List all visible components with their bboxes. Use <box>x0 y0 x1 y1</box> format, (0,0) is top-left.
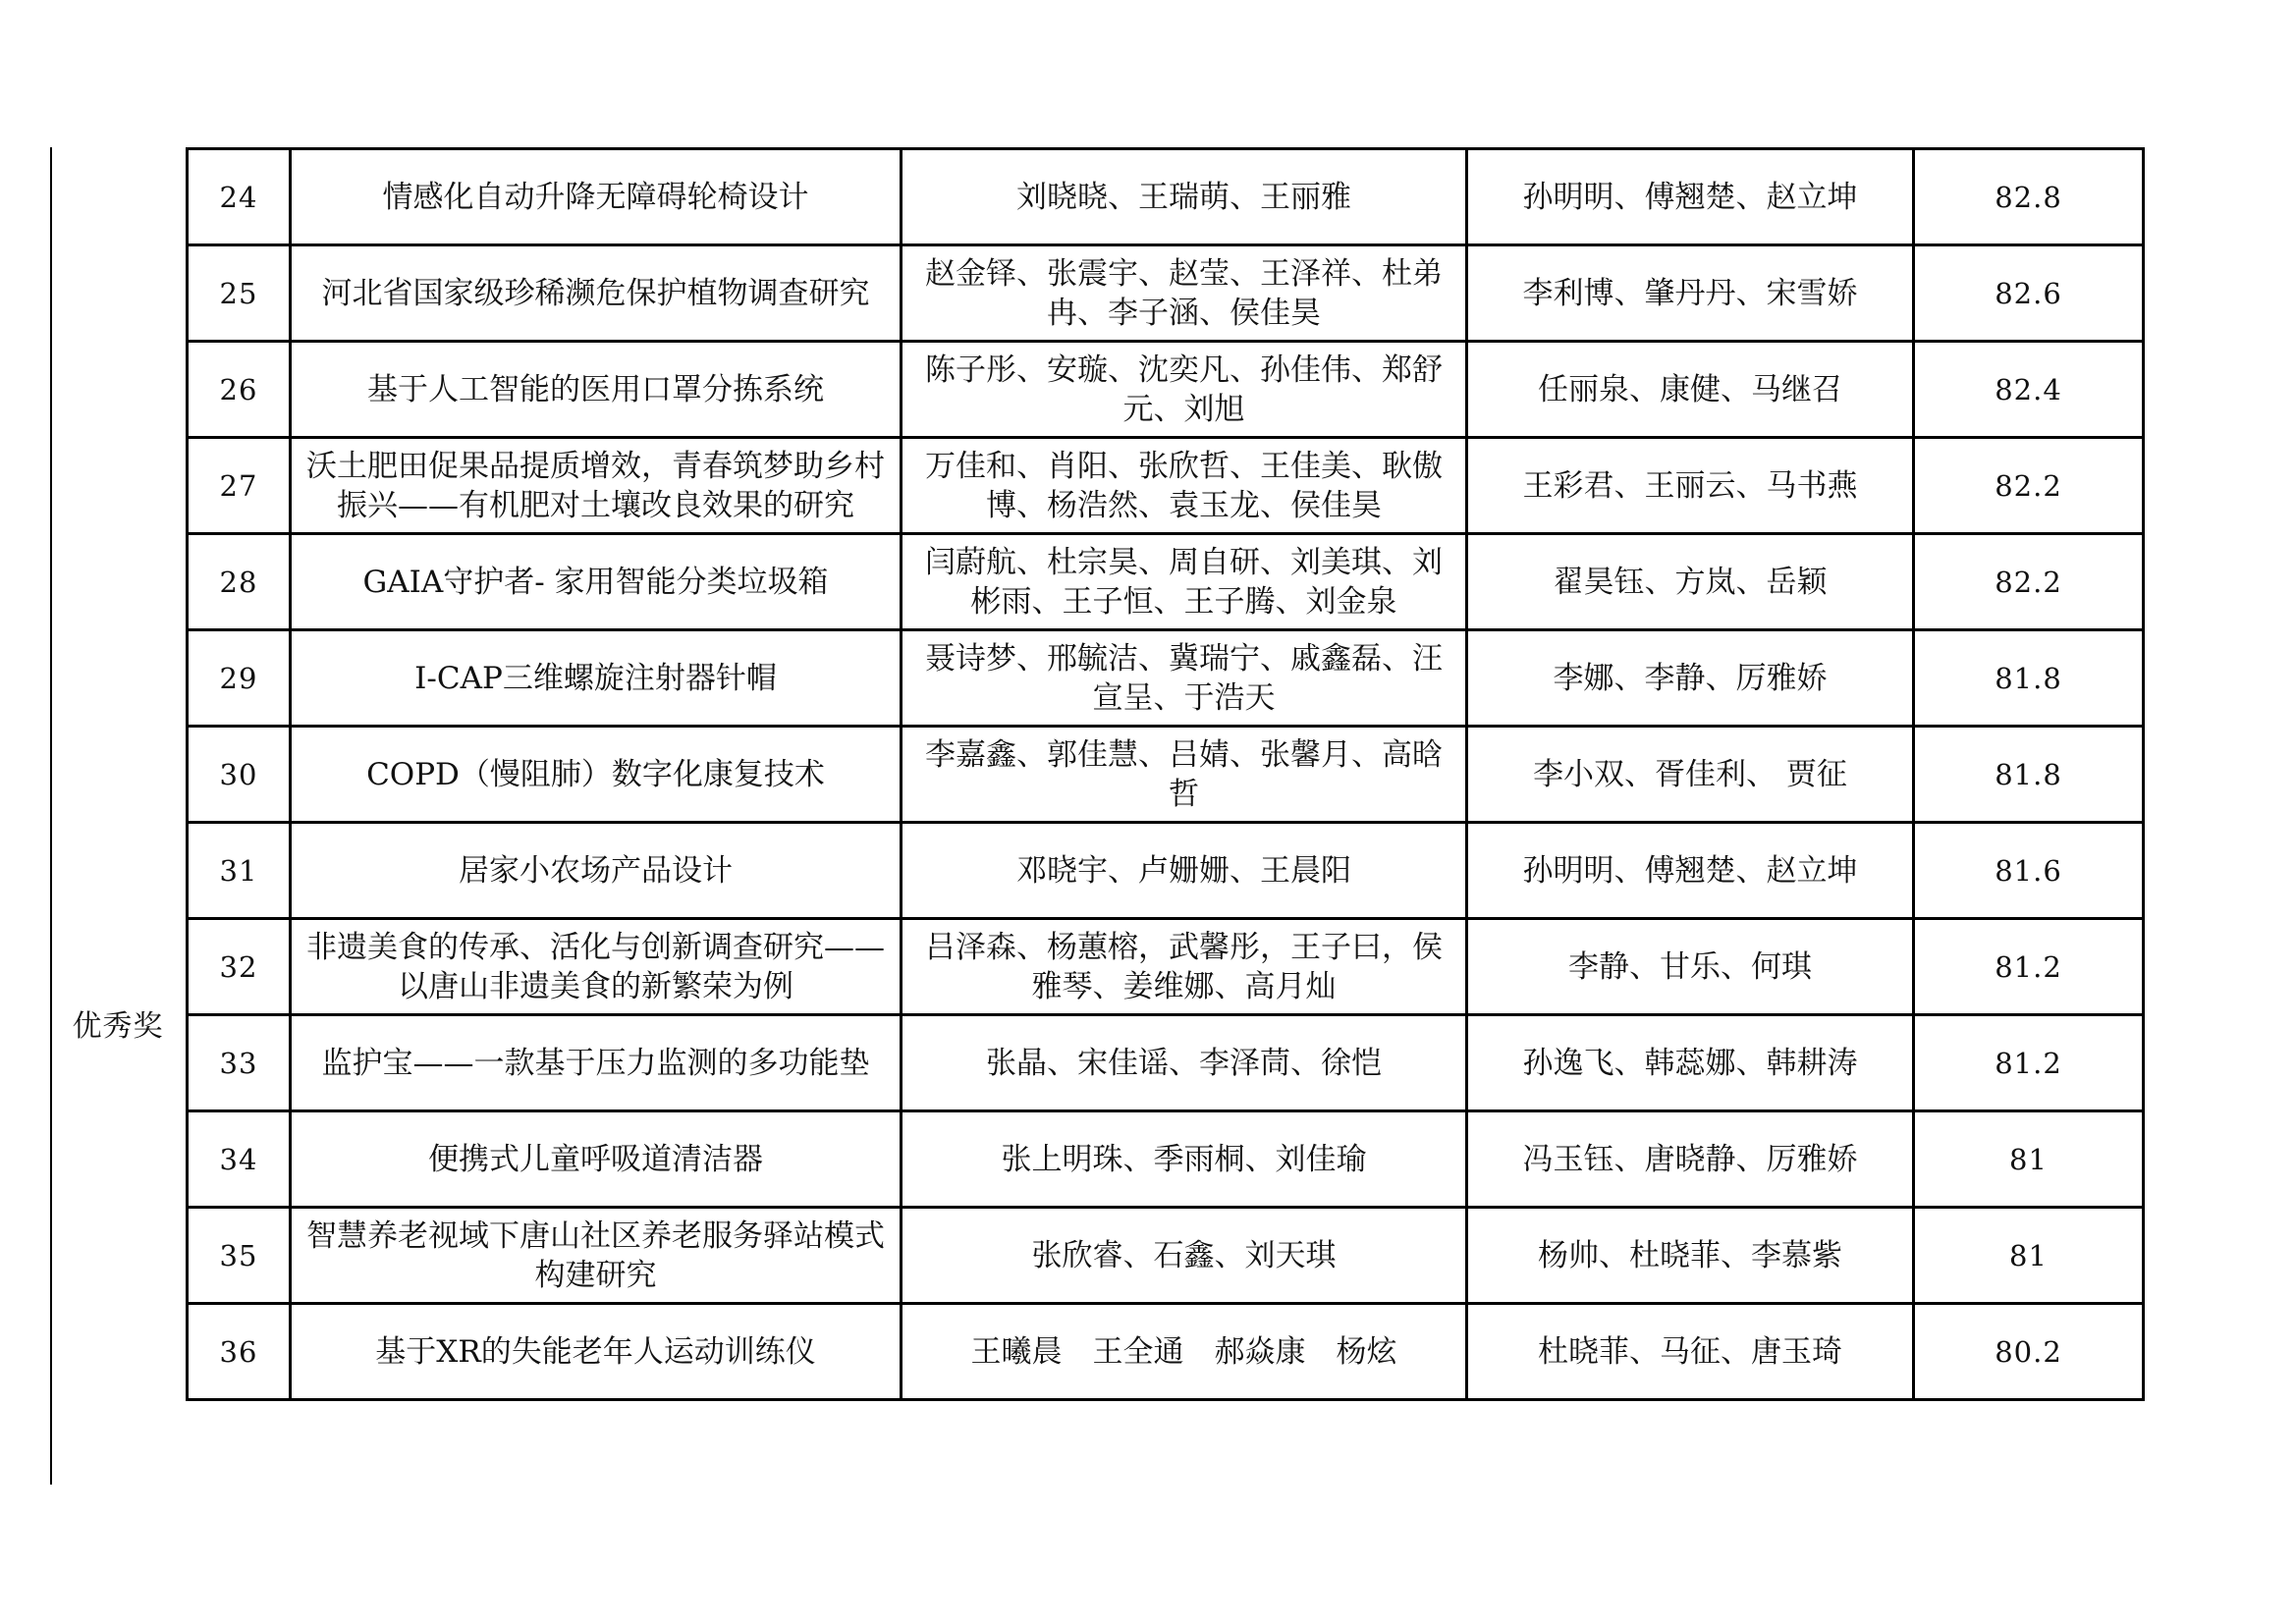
row-number: 33 <box>188 1015 291 1111</box>
team-members: 闫蔚航、杜宗昊、周自研、刘美琪、刘彬雨、王子恒、王子腾、刘金泉 <box>902 534 1467 630</box>
project-title: 非遗美食的传承、活化与创新调查研究——以唐山非遗美食的新繁荣为例 <box>291 919 902 1015</box>
table-row <box>188 438 2144 534</box>
awards-table <box>186 147 2145 1401</box>
project-title: 基于XR的失能老年人运动训练仪 <box>291 1304 902 1400</box>
advisors: 冯玉钰、唐晓静、厉雅娇 <box>1467 1111 1914 1208</box>
advisors: 杜晓菲、马征、唐玉琦 <box>1467 1304 1914 1400</box>
score: 81.2 <box>1914 919 2144 1015</box>
score: 82.4 <box>1914 342 2144 438</box>
advisors: 杨帅、杜晓菲、李慕紫 <box>1467 1208 1914 1304</box>
advisors: 孙逸飞、韩蕊娜、韩耕涛 <box>1467 1015 1914 1111</box>
score: 82.2 <box>1914 534 2144 630</box>
score: 81.6 <box>1914 823 2144 919</box>
team-members: 赵金铎、张震宇、赵莹、王泽祥、杜弟冉、李子涵、侯佳昊 <box>902 245 1467 342</box>
advisors: 李静、甘乐、何琪 <box>1467 919 1914 1015</box>
row-number: 26 <box>188 342 291 438</box>
project-title: 便携式儿童呼吸道清洁器 <box>291 1111 902 1208</box>
project-title: 基于人工智能的医用口罩分拣系统 <box>291 342 902 438</box>
table-row <box>188 534 2144 630</box>
advisors: 李小双、胥佳利、 贾征 <box>1467 727 1914 823</box>
row-number: 24 <box>188 149 291 245</box>
advisors: 孙明明、傅翘楚、赵立坤 <box>1467 149 1914 245</box>
table-row <box>188 1015 2144 1111</box>
advisors: 任丽泉、康健、马继召 <box>1467 342 1914 438</box>
project-title: I-CAP三维螺旋注射器针帽 <box>291 630 902 727</box>
score: 82.8 <box>1914 149 2144 245</box>
team-members: 邓晓宇、卢姗姗、王晨阳 <box>902 823 1467 919</box>
table-row <box>188 630 2144 727</box>
table-row <box>188 342 2144 438</box>
team-members: 吕泽森、杨蕙榕，武馨彤，王子曰，侯雅琴、姜维娜、高月灿 <box>902 919 1467 1015</box>
project-title: COPD（慢阻肺）数字化康复技术 <box>291 727 902 823</box>
row-number: 25 <box>188 245 291 342</box>
table-row <box>188 1304 2144 1400</box>
advisors: 李娜、李静、厉雅娇 <box>1467 630 1914 727</box>
advisors: 李利博、肇丹丹、宋雪娇 <box>1467 245 1914 342</box>
row-number: 35 <box>188 1208 291 1304</box>
project-title: GAIA守护者- 家用智能分类垃圾箱 <box>291 534 902 630</box>
score: 81 <box>1914 1208 2144 1304</box>
advisors: 王彩君、王丽云、马书燕 <box>1467 438 1914 534</box>
table-row <box>188 245 2144 342</box>
team-members: 刘晓晓、王瑞萌、王丽雅 <box>902 149 1467 245</box>
row-number: 29 <box>188 630 291 727</box>
team-members: 张欣睿、石鑫、刘天琪 <box>902 1208 1467 1304</box>
team-members: 陈子彤、安璇、沈奕凡、孙佳伟、郑舒元、刘旭 <box>902 342 1467 438</box>
row-number: 31 <box>188 823 291 919</box>
score: 81 <box>1914 1111 2144 1208</box>
advisors: 孙明明、傅翘楚、赵立坤 <box>1467 823 1914 919</box>
project-title: 河北省国家级珍稀濒危保护植物调查研究 <box>291 245 902 342</box>
project-title: 沃土肥田促果品提质增效，青春筑梦助乡村振兴——有机肥对土壤改良效果的研究 <box>291 438 902 534</box>
table-row <box>188 1111 2144 1208</box>
score: 80.2 <box>1914 1304 2144 1400</box>
score: 81.8 <box>1914 727 2144 823</box>
project-title: 情感化自动升降无障碍轮椅设计 <box>291 149 902 245</box>
table-row <box>188 823 2144 919</box>
team-members: 李嘉鑫、郭佳慧、吕婧、张馨月、高晗哲 <box>902 727 1467 823</box>
score: 81.8 <box>1914 630 2144 727</box>
awards-table-body <box>188 149 2144 1400</box>
row-number: 34 <box>188 1111 291 1208</box>
score: 82.2 <box>1914 438 2144 534</box>
project-title: 监护宝——一款基于压力监测的多功能垫 <box>291 1015 902 1111</box>
row-number: 27 <box>188 438 291 534</box>
score: 81.2 <box>1914 1015 2144 1111</box>
table-row <box>188 919 2144 1015</box>
row-number: 28 <box>188 534 291 630</box>
row-number: 30 <box>188 727 291 823</box>
table-row <box>188 1208 2144 1304</box>
team-members: 张上明珠、季雨桐、刘佳瑜 <box>902 1111 1467 1208</box>
score: 82.6 <box>1914 245 2144 342</box>
table-row <box>188 727 2144 823</box>
award-category-label: 优秀奖 <box>72 1009 164 1044</box>
advisors: 翟昊钰、方岚、岳颖 <box>1467 534 1914 630</box>
team-members: 王曦晨 王全通 郝焱康 杨炫 <box>902 1304 1467 1400</box>
category-border-line <box>50 147 52 1485</box>
row-number: 36 <box>188 1304 291 1400</box>
row-number: 32 <box>188 919 291 1015</box>
team-members: 张晶、宋佳谣、李泽茼、徐恺 <box>902 1015 1467 1111</box>
project-title: 智慧养老视域下唐山社区养老服务驿站模式构建研究 <box>291 1208 902 1304</box>
team-members: 聂诗梦、邢毓洁、冀瑞宁、戚鑫磊、汪宣呈、于浩天 <box>902 630 1467 727</box>
project-title: 居家小农场产品设计 <box>291 823 902 919</box>
table-row <box>188 149 2144 245</box>
team-members: 万佳和、肖阳、张欣哲、王佳美、耿傲博、杨浩然、袁玉龙、侯佳昊 <box>902 438 1467 534</box>
